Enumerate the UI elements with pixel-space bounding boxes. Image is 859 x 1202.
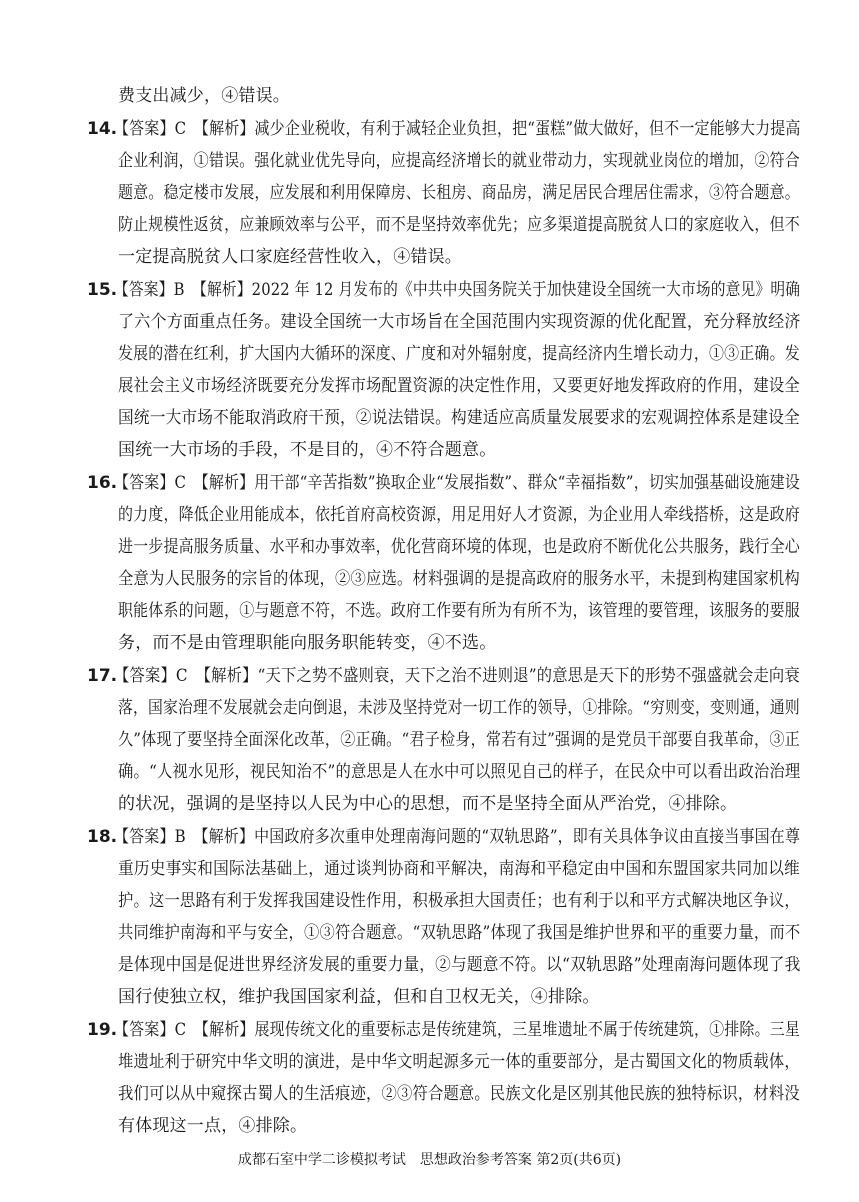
answer-16-line: 职能体系的问题，①与题意不符，不选。政府工作要有所为有所不为，该管理的要管理，该服务的要服 [118,601,800,621]
answer-16-line: 进一步提高服务质量、水平和办事效率，优化营商环境的体现，也是政府不断优化公共服务，践行全心 [118,537,800,557]
answer-15-line: 发展的潜在红利，扩大国内大循环的深度、广度和对外辐射度，提高经济内生增长动力，①③正确。发 [118,344,800,364]
answer-17-line: 的状况，强调的是坚持以人民为中心的思想，而不是坚持全面从严治党，④排除。 [118,794,738,814]
answer-14-line: 企业利润，①错误。强化就业优先导向，应提高经济增长的就业带动力，实现就业岗位的增加，②符合 [118,151,800,171]
question-number-18: 18. [87,827,118,847]
answer-18-line: 【答案】B 【解析】中国政府多次重申处理南海问题的“双轨思路”，即有关具体争议由直接当事国在尊 [114,827,801,847]
answer-14-line: 一定提高脱贫人口家庭经营性收入，④错误。 [118,247,462,267]
answer-19-line: 我们可以从中窥探古蜀人的生活痕迹，②③符合题意。民族文化是区别其他民族的独特标识，材料没 [118,1084,800,1104]
answer-18-line: 重历史事实和国际法基础上，通过谈判协商和平解决，南海和平稳定由中国和东盟国家共同加以维 [118,859,800,879]
answer-17-line: 【答案】C 【解析】“天下之势不盛则衰，天下之治不进则退”的意思是天下的形势不强盛就会走向衰 [114,666,800,686]
answer-16-line: 务，而不是由管理职能向服务职能转变，④不选。 [118,633,497,653]
answer-17-line: 落，国家治理不发展就会走向倒退，未涉及坚持党对一切工作的领导，①排除。“穷则变，变则通，通则 [118,698,800,718]
answer-14-line: 防止规模性返贫，应兼顾效率与公平，而不是坚持效率优先；应多渠道提高脱贫人口的家庭收入，但不 [118,215,800,235]
answer-19-line: 堆遗址利于研究中华文明的演进，是中华文明起源多元一体的重要部分，是古蜀国文化的物质载体， [118,1052,800,1072]
answer-14-line: 【答案】C 【解析】减少企业税收，有利于减轻企业负担，把“蛋糕”做大做好，但不一定能够大力提高 [114,119,801,139]
answer-17-line: 久”体现了要坚持全面深化改革，②正确。“君子检身，常若有过”强调的是党员干部要自我革命，③正 [118,730,800,750]
answer-15-line: 展社会主义市场经济既要充分发挥市场配置资源的决定性作用，又要更好地发挥政府的作用，建设全 [118,376,800,396]
answer-14-line: 题意。稳定楼市发展，应发展和利用保障房、长租房、商品房，满足居民合理居住需求，③符合题意。 [118,183,800,203]
answer-18-line: 国行使独立权，维护我国国家利益，但和自卫权无关，④排除。 [118,987,600,1007]
answer-18-line: 是体现中国是促进世界经济发展的重要力量，②与题意不符。以“双轨思路”处理南海问题体现了我 [118,955,801,975]
answer-19-line: 【答案】C 【解析】展现传统文化的重要标志是传统建筑，三星堆遗址不属于传统建筑，①排除。三星 [114,1020,801,1040]
answer-15-line: 国统一大市场的手段，不是目的，④不符合题意。 [118,440,497,460]
answer-16-line: 的力度，降低企业用能成本，依托首府高校资源，用足用好人才资源，为企业用人牵线搭桥，这是政府 [118,505,800,525]
answer-16-line: 【答案】C 【解析】用干部“辛苦指数”换取企业“发展指数”、群众“幸福指数”，切实加强基础设施建设 [114,473,801,493]
page-footer: 成都石室中学二诊模拟考试 思想政治参考答案 第2页(共6页) [237,1152,622,1168]
answer-15-line: 国统一大市场不能取消政府干预，②说法错误。构建适应高质量发展要求的宏观调控体系是建设全 [118,408,800,428]
question-number-16: 16. [87,473,118,493]
answer-19-line: 有体现这一点，④排除。 [118,1116,308,1136]
answer-15-line: 了六个方面重点任务。建设全国统一大市场旨在全国范围内实现资源的优化配置，充分释放经济 [118,312,801,332]
text-line: 费支出减少，④错误。 [118,86,290,106]
answer-15-line: 【答案】B 【解析】2022 年 12 月发布的《中共中央国务院关于加快建设全国统一大市场的意见》明确 [114,280,801,300]
answer-17-line: 确。“人视水见形，视民知治不”的意思是人在水中可以照见自己的样子，在民众中可以看出政治治理 [118,762,801,782]
answer-18-line: 共同维护南海和平与安全，①③符合题意。“双轨思路”体现了我国是维护世界和平的重要力量，而不 [118,923,801,943]
answer-16-line: 全意为人民服务的宗旨的体现，②③应选。材料强调的是提高政府的服务水平，未提到构建国家机构 [118,569,800,589]
answer-18-line: 护。这一思路有利于发挥我国建设性作用，积极承担大国责任；也有利于以和平方式解决地区争议， [118,891,800,911]
question-number-15: 15. [87,280,118,300]
question-number-17: 17. [87,666,118,686]
question-number-14: 14. [87,119,118,139]
question-number-19: 19. [87,1020,118,1040]
